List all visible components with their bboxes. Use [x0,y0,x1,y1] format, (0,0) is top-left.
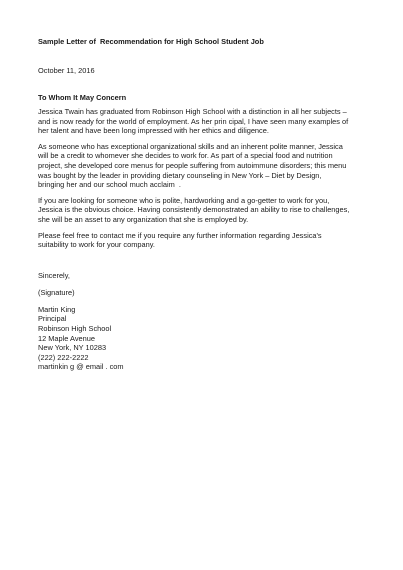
signer-role: Principal [38,314,67,324]
signature-placeholder: (Signature) [38,287,75,297]
paragraph-line: will be a credit to whomever she decides to work for. As part of a special food and nutrition [38,151,333,161]
salutation: To Whom It May Concern [38,93,127,102]
paragraph-line: and is now ready for the world of employment. As her prin cipal, I have seen many examples of [38,116,349,126]
paragraph-1 [38,107,368,136]
closing: Sincerely, [38,270,70,280]
paragraph-line: project, she developed core menus for people suffering from autoimmune disorders; this menu [38,160,347,170]
letter-title: Sample Letter of Recommendation for High School Student Job [38,37,264,46]
letter-date: October 11, 2016 [38,66,95,75]
paragraph-line: bringing her and our school much acclaim . [38,180,181,190]
paragraph-line: If you are looking for someone who is polite, hardworking and a go-getter to work for you, [38,195,330,205]
paragraph-line: As someone who has exceptional organizational skills and an inherent polite manner, Jessica [38,141,343,151]
paragraph-line: Jessica Twain has graduated from Robinson High School with a distinction in all her subjects – [38,107,347,116]
signer-block [38,305,368,372]
signer-city: New York, NY 10283 [38,343,107,353]
paragraph-4 [38,231,368,250]
paragraph-line: her talent and have been long impressed with her ethics and diligence. [38,126,269,136]
signer-street: 12 Maple Avenue [38,333,95,343]
paragraph-2 [38,142,368,190]
signer-phone: (222) 222-2222 [38,352,89,362]
paragraph-line: was bought by the leader in providing dietary counseling in New York – Diet by Design, [38,170,322,180]
letter-body [38,37,368,372]
paragraph-line: suitability to work for your company. [38,240,155,250]
signer-school: Robinson High School [38,323,112,333]
signer-name: Martin King [38,304,76,314]
signer-email: martinkin g @ email . com [38,362,124,372]
paragraph-line: Jessica is the obvious choice. Having consistently demonstrated an ability to rise to challenges, [38,205,350,215]
paragraph-line: she will be an asset to any organization that she is employed by. [38,214,249,224]
paragraph-line: Please feel free to contact me if you require any further information regarding Jessica's [38,230,322,240]
paragraph-3 [38,196,368,225]
